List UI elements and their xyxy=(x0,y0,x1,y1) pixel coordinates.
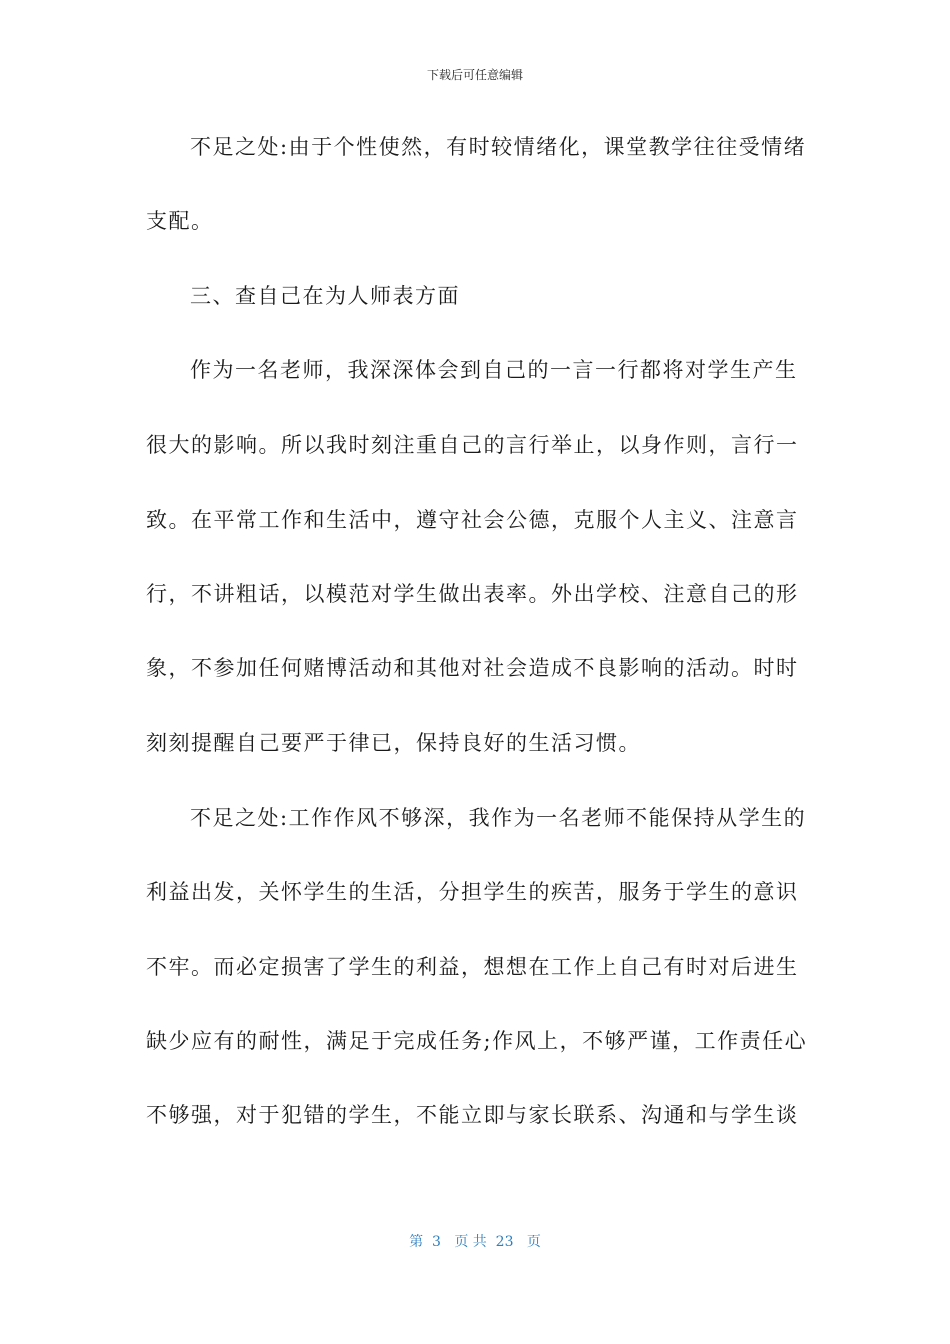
paragraph-line: 缺少应有的耐性，满足于完成任务;作风上，不够严谨，工作责任心 xyxy=(146,1029,808,1053)
paragraph-line: 不足之处:由于个性使然，有时较情绪化，课堂教学往往受情绪 xyxy=(190,135,807,159)
paragraph-line: 致。在平常工作和生活中，遵守社会公德，克服个人主义、注意言 xyxy=(146,508,799,532)
paragraph-line: 作为一名老师，我深深体会到自己的一言一行都将对学生产生 xyxy=(190,358,798,382)
paragraph-line: 支配。 xyxy=(146,209,214,233)
page-number-footer: 第 3 页 共 23 页 xyxy=(409,1234,541,1250)
paragraph-line: 象，不参加任何赌博活动和其他对社会造成不良影响的活动。时时 xyxy=(146,656,799,680)
paragraph-line: 不够强，对于犯错的学生，不能立即与家长联系、沟通和与学生谈 xyxy=(146,1103,799,1127)
paragraph-line: 不足之处:工作作风不够深，我作为一名老师不能保持从学生的 xyxy=(190,806,807,830)
paragraph-line: 刻刻提醒自己要严于律已，保持良好的生活习惯。 xyxy=(146,731,641,755)
paragraph-line: 不牢。而必定损害了学生的利益，想想在工作上自己有时对后进生 xyxy=(146,955,799,979)
header-note: 下载后可任意编辑 xyxy=(426,68,523,82)
section-heading: 三、查自己在为人师表方面 xyxy=(190,284,460,308)
paragraph-line: 很大的影响。所以我时刻注重自己的言行举止，以身作则，言行一 xyxy=(146,433,799,457)
paragraph-line: 利益出发，关怀学生的生活，分担学生的疾苦，服务于学生的意识 xyxy=(146,880,799,904)
paragraph-line: 行，不讲粗话，以模范对学生做出表率。外出学校、注意自己的形 xyxy=(146,582,799,606)
